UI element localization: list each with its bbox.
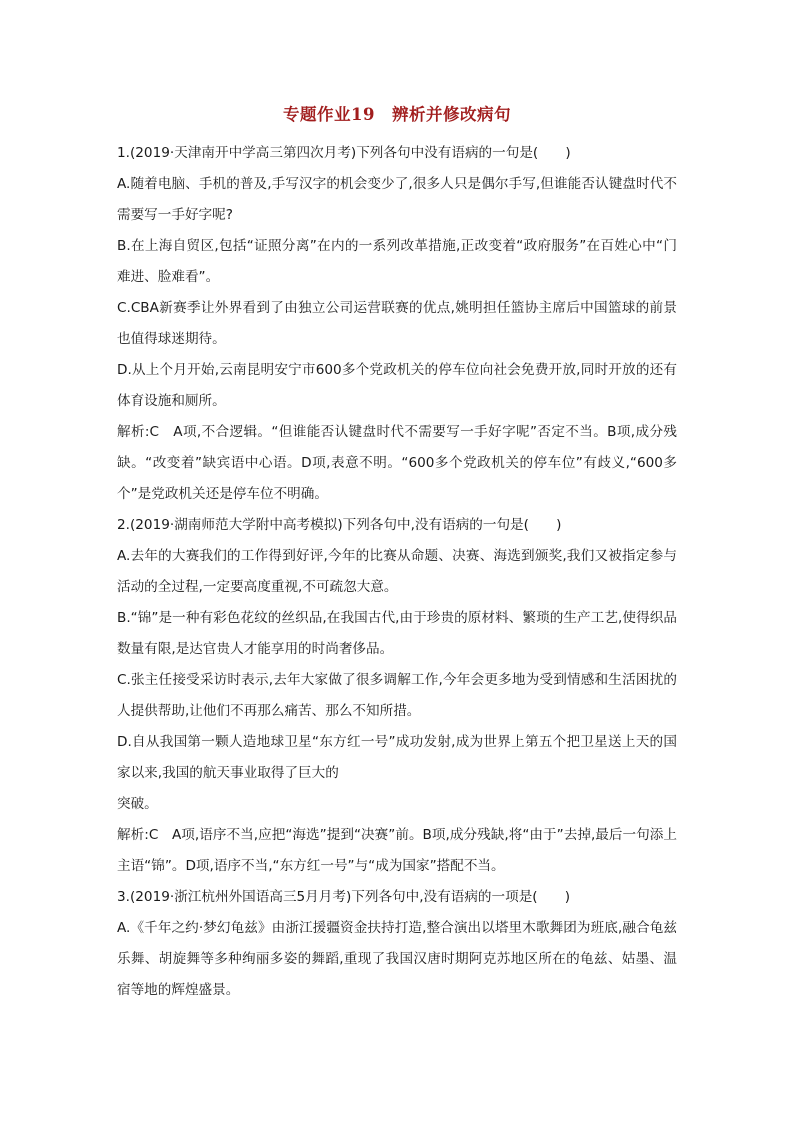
analysis: 解析:C A项,不合逻辑。“但谁能否认键盘时代不需要写一手好字呢”否定不当。B项,成分残缺。“改变着”缺宾语中心语。D项,表意不明。“600多个党政机关的停车位”有歧义,“600多个”是党政机关还是停车位不明确。 xyxy=(117,424,677,502)
option-a: A.《千年之约·梦幻龟兹》由浙江援疆资金扶持打造,整合演出以塔里木歌舞团为班底,融合龟兹乐舞、胡旋舞等多种绚丽多姿的舞蹈,重现了我国汉唐时期阿克苏地区所在的龟兹、姑墨、温宿等地的辉煌盛景。 xyxy=(117,920,677,998)
question-stem: 3.(2019·浙江杭州外国语高三5月月考)下列各句中,没有语病的一项是( ) xyxy=(117,889,571,905)
option-d-continued: 突破。 xyxy=(117,796,158,812)
option-a: A.去年的大赛我们的工作得到好评,今年的比赛从命题、决赛、海选到颁奖,我们又被指定参与活动的全过程,一定要高度重视,不可疏忽大意。 xyxy=(117,548,677,595)
option-c: C.张主任接受采访时表示,去年大家做了很多调解工作,今年会更多地为受到情感和生活困扰的人提供帮助,让他们不再那么痛苦、那么不知所措。 xyxy=(117,672,677,719)
option-b: B.“锦”是一种有彩色花纹的丝织品,在我国古代,由于珍贵的原材料、繁琐的生产工艺,使得织品数量有限,是达官贵人才能享用的时尚奢侈品。 xyxy=(117,610,677,657)
option-d: D.从上个月开始,云南昆明安宁市600多个党政机关的停车位向社会免费开放,同时开放的还有体育设施和厕所。 xyxy=(117,362,677,409)
question-2 xyxy=(117,510,677,882)
analysis: 解析:C A项,语序不当,应把“海选”提到“决赛”前。B项,成分残缺,将“由于”去掉,最后一句添上主语“锦”。D项,语序不当,“东方红一号”与“成为国家”搭配不当。 xyxy=(117,827,677,874)
option-c: C.CBA新赛季让外界看到了由独立公司运营联赛的优点,姚明担任篮协主席后中国篮球的前景也值得球迷期待。 xyxy=(117,300,677,347)
option-b: B.在上海自贸区,包括“证照分离”在内的一系列改革措施,正改变着“政府服务”在百姓心中“门难进、脸难看”。 xyxy=(117,238,677,285)
question-stem: 2.(2019·湖南师范大学附中高考模拟)下列各句中,没有语病的一句是( ) xyxy=(117,517,562,533)
question-3 xyxy=(117,882,677,1006)
page-title: 专题作业19 辨析并修改病句 xyxy=(283,105,511,124)
question-stem: 1.(2019·天津南开中学高三第四次月考)下列各句中没有语病的一句是( ) xyxy=(117,145,571,161)
option-d: D.自从我国第一颗人造地球卫星“东方红一号”成功发射,成为世界上第五个把卫星送上天的国家以来,我国的航天事业取得了巨大的 xyxy=(117,734,677,781)
question-1 xyxy=(117,138,677,510)
option-a: A.随着电脑、手机的普及,手写汉字的机会变少了,很多人只是偶尔手写,但谁能否认键盘时代不需要写一手好字呢? xyxy=(117,176,677,223)
document-body xyxy=(117,103,677,1006)
